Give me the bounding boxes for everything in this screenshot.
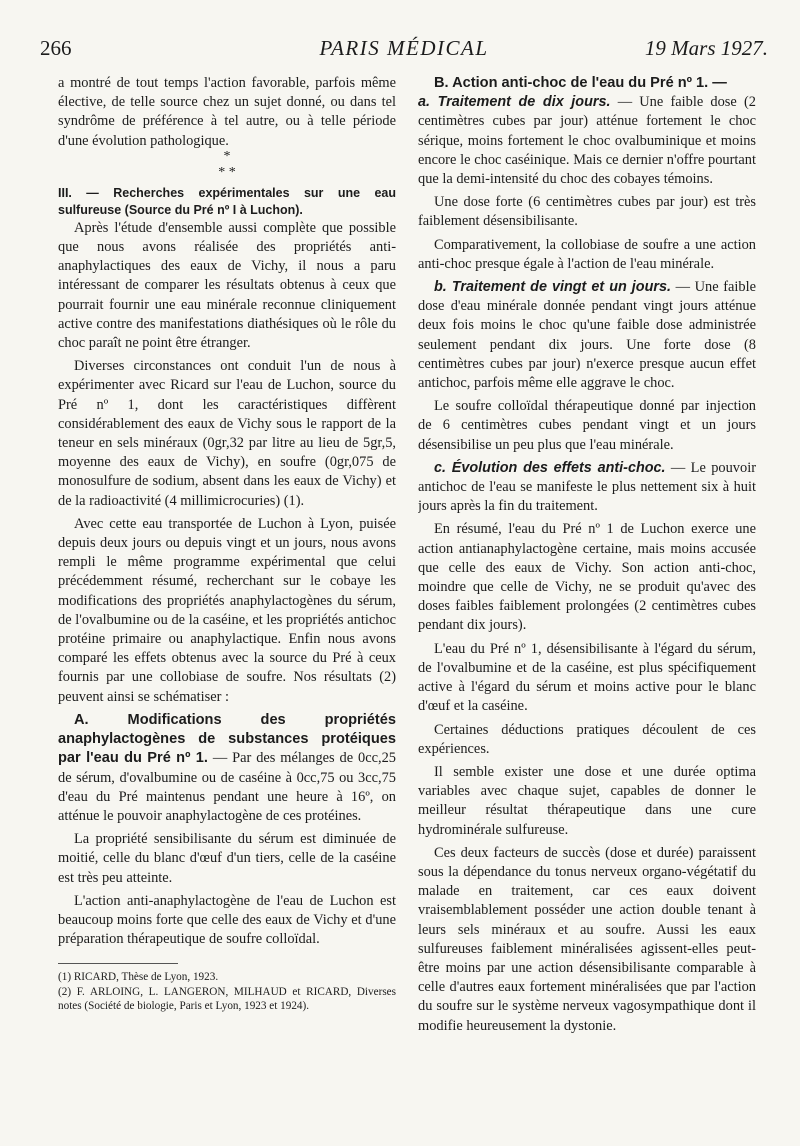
section-heading: III. — Recherches expérimentales sur une eau sulfureuse (Source du Pré nº I à Luchon).: [58, 185, 396, 217]
paragraph: L'action anti-anaphylactogène de l'eau de Luchon est beaucoup moins forte que celle des eaux de Vichy et d'une préparation thérapeutique de soufre colloïdal.: [58, 892, 396, 948]
paragraph: Diverses circonstances ont conduit l'un de nous à expérimenter avec Ricard sur l'eau de Luchon, source du Pré nº 1, dont les caractéristiques diffèrent considérablement des eaux de Vichy sous le rapport de la teneur en sels minéraux (0gr,32 par litre au lieu de 5gr,5, moyenne des eaux de Vichy), en soufre (0gr,075 de monosulfure de sodium, absent dans les eaux de Vichy) et de la radioactivité (4 millimicrocuries) (1).: [58, 358, 396, 509]
paragraph: La propriété sensibilisante du sérum est diminuée de moitié, celle du blanc d'œuf d'un tiers, celle de la caséine est très peu atteinte.: [58, 831, 396, 886]
b-b-text: — Une faible dose d'eau minérale donnée pendant vingt jours atténue deux fois moins le choc qu'une faible dose administrée seulement pendant dix jours. Une forte dose (8 centimètres cubes par jour) n'exerce presque aucun effet antichoc, parfois même elle aggrave le choc.: [418, 279, 756, 392]
paragraph: Avec cette eau transportée de Luchon à Lyon, puisée depuis deux jours ou depuis vingt et un jours, nous avons rempli le même programme expérimental que celui précédemment résumé, recherchant sur le cobaye les modifications des propriétés anaphylactogènes du sérum, de l'ovalbumine ou de la caséine, et les propriétés antichoc protéine primaire ou anaphylactique. Enfin nous avons comparé les effets obtenus avec la source du Pré à ceux fournis par une collobiase de soufre. Nos résultats (2) peuvent ainsi se schématiser :: [58, 515, 396, 705]
subsection-b-c: [418, 459, 756, 517]
paragraph: Le soufre colloïdal thérapeutique donné par injection de 6 centimètres cubes pendant vingt et un jours désensibilise un peu plus que l'eau minérale.: [418, 398, 756, 453]
left-column: [58, 74, 396, 1129]
subsection-a: [58, 711, 396, 826]
subsection-b-b: [418, 278, 756, 393]
b-c-text: — Le pouvoir antichoc de l'eau se manifeste le plus nettement six à huit jours après la fin du traitement.: [418, 459, 756, 515]
b-a-text: — Une faible dose (2 centimètres cubes par jour) atténue fortement le choc sérique, moins fortement le choc ovalbuminique et moins encore le choc caséinique. Mais ce dernier n'offre pourtant que la demi-intensité du choc des cobayes témoins.: [418, 94, 756, 188]
page-header: [40, 36, 768, 70]
paragraph: Certaines déductions pratiques découlent de ces expériences.: [418, 721, 756, 757]
b-c-label: c. Évolution des effets anti-choc.: [434, 459, 666, 476]
paragraph: Il semble exister une dose et une durée optima variables avec chaque sujet, capables de donner le meilleur résultat thérapeutique dans une cure hydrominérale sulfureuse.: [418, 763, 756, 838]
b-b-label: b. Traitement de vingt et un jours.: [434, 279, 671, 296]
intro-paragraph: a montré de tout temps l'action favorable, parfois même élective, de telle source chez un sujet donné, ou dans tel syndrôme de préférence à tel autre, ou à telle période d'une évolution pathologique.: [58, 75, 396, 149]
subsection-b: [418, 74, 756, 93]
paragraph: Ces deux facteurs de succès (dose et durée) paraissent sous la dépendance du tonus nerveux organo-végétatif du malade en traitement, car ces eaux doivent vraisemblablement posséder une action double tenant à leurs sels minéraux et au soufre. Aussi les eaux sulfureuses faiblement minéralisées agissent-elles peut-être moins par une action désensibilisante comparable à celle d'autres eaux fortement minéralisées que par l'action du soufre sur le système nerveux vagosympathique dont il modifie heureusement la dystonie.: [418, 844, 756, 1034]
b-a-label: a. Traitement de dix jours.: [418, 94, 611, 111]
paragraph: En résumé, l'eau du Pré nº 1 de Luchon exerce une action antianaphylactogène certaine, mais moins accusée que celle des eaux de Vichy. Son action anti-choc, moindre que celle de Vichy, ne se produit qu'avec des doses faibles faiblement prolongées (2 centimètres cubes pendant dix jours).: [418, 521, 756, 634]
paragraph: Une dose forte (6 centimètres cubes par jour) est très faiblement désensibilisante.: [418, 194, 756, 230]
subsection-b-heading: B. Action anti-choc de l'eau du Pré nº 1. —: [434, 75, 727, 91]
subsection-a-text: — Par des mélanges de 0cc,25 de sérum, d'ovalbumine ou de caséine à 0cc,75 ou 3cc,75 d'eau du Pré maintenus pendant une heure à 16º, on atténue le pouvoir anaphylactogène de ces protéines.: [58, 750, 396, 824]
journal-title: PARIS MÉDICAL: [319, 36, 489, 60]
paragraph: Comparativement, la collobiase de soufre a une action anti-choc presque égale à l'action de l'eau minérale.: [418, 236, 756, 272]
page-number: 266: [40, 36, 72, 60]
footnote-rule: [58, 963, 178, 964]
paragraph: Après l'étude d'ensemble aussi complète que possible que nous avons réalisée des propriétés anti-anaphylactiques des eaux de Vichy, il nous a paru intéressant de comparer les résultats obtenus à ceux que pourrait fournir une eau minérale reconnue cliniquement active contre des manifestations diathésiques où le rôle du choc paraît ne point être étranger.: [58, 219, 396, 352]
subsection-a-heading: A. Modifications des propriétés anaphylactogènes de substances protéiques par l'eau du Pré nº 1.: [58, 711, 396, 767]
section-separator: * * *: [218, 148, 236, 180]
footnote-2: (2) F. ARLOING, L. LANGERON, MILHAUD et RICARD, Diverses notes (Société de biologie, Paris et Lyon, 1923 et 1924).: [58, 985, 396, 1013]
paragraph: L'eau du Pré nº 1, désensibilisante à l'égard du sérum, de l'ovalbumine et de la caséine, est plus spécifiquement active à l'égard du sérum et moins active pour le blanc d'œuf et la caséine.: [418, 640, 756, 715]
subsection-b-a: [418, 93, 756, 189]
issue-date: 19 Mars 1927.: [644, 36, 768, 60]
right-column: [418, 74, 756, 1129]
footnote-1: (1) RICARD, Thèse de Lyon, 1923.: [58, 971, 219, 984]
